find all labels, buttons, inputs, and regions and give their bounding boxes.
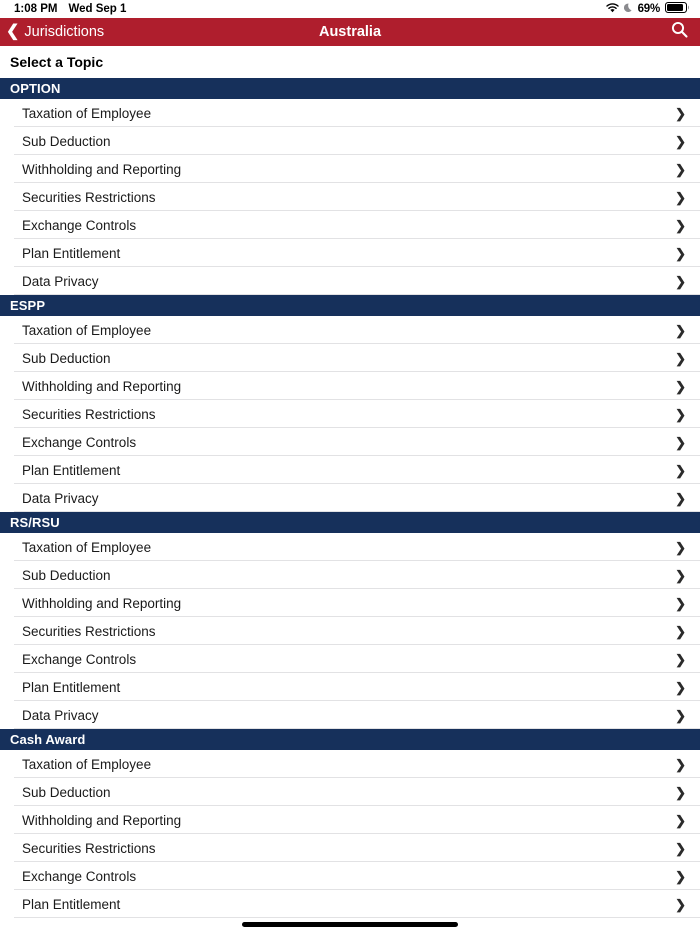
- list-item-label: Withholding and Reporting: [22, 161, 182, 177]
- list-item[interactable]: [0, 239, 700, 267]
- list-item-label: Exchange Controls: [22, 651, 137, 667]
- chevron-right-icon: ❯: [675, 217, 686, 233]
- home-indicator: [242, 922, 458, 927]
- page-title-navbar: Australia: [318, 24, 382, 40]
- list-item[interactable]: [0, 99, 700, 127]
- navigation-bar: [0, 18, 700, 46]
- list-item-label: Exchange Controls: [22, 217, 137, 233]
- list-item-label: Plan Entitlement: [22, 462, 121, 478]
- section-header: ESPP: [0, 295, 700, 316]
- list-item[interactable]: [0, 778, 700, 806]
- status-bar-left: [14, 3, 126, 15]
- list-item-label: Data Privacy: [22, 490, 99, 506]
- list-item[interactable]: [0, 750, 700, 778]
- list-item[interactable]: [0, 862, 700, 890]
- list-item[interactable]: [0, 211, 700, 239]
- list-item[interactable]: [0, 673, 700, 701]
- battery-icon: [665, 2, 690, 16]
- list-item[interactable]: [0, 701, 700, 729]
- list-item-label: Sub Deduction: [22, 133, 111, 149]
- chevron-right-icon: ❯: [675, 322, 686, 338]
- list-item-label: Sub Deduction: [22, 784, 111, 800]
- list-item-label: Plan Entitlement: [22, 896, 121, 912]
- chevron-right-icon: ❯: [675, 434, 686, 450]
- section-header: RS/RSU: [0, 512, 700, 533]
- list-item[interactable]: [0, 561, 700, 589]
- list-item-label: Sub Deduction: [22, 567, 111, 583]
- select-a-topic-heading: Select a Topic: [0, 46, 700, 78]
- section-header: OPTION: [0, 78, 700, 99]
- back-button[interactable]: [6, 24, 104, 40]
- chevron-right-icon: ❯: [675, 623, 686, 639]
- list-item[interactable]: [0, 428, 700, 456]
- chevron-left-icon: ❮: [6, 22, 20, 40]
- status-time: 1:08 PM: [14, 3, 58, 15]
- chevron-right-icon: ❯: [675, 868, 686, 884]
- section-header: Cash Award: [0, 729, 700, 750]
- status-bar-right: [606, 2, 690, 16]
- chevron-right-icon: ❯: [675, 378, 686, 394]
- chevron-right-icon: ❯: [675, 651, 686, 667]
- chevron-right-icon: ❯: [675, 896, 686, 912]
- status-date: Wed Sep 1: [68, 3, 127, 15]
- list-item[interactable]: [0, 372, 700, 400]
- chevron-right-icon: ❯: [675, 406, 686, 422]
- list-item[interactable]: [0, 400, 700, 428]
- list-item-label: Taxation of Employee: [22, 756, 152, 772]
- list-item[interactable]: [0, 890, 700, 918]
- list-item-label: Withholding and Reporting: [22, 812, 182, 828]
- list-item[interactable]: [0, 834, 700, 862]
- chevron-right-icon: ❯: [675, 840, 686, 856]
- list-item-label: Plan Entitlement: [22, 679, 121, 695]
- chevron-right-icon: ❯: [675, 595, 686, 611]
- chevron-right-icon: ❯: [675, 273, 686, 289]
- chevron-right-icon: ❯: [675, 490, 686, 506]
- chevron-right-icon: ❯: [675, 539, 686, 555]
- list-item-label: Securities Restrictions: [22, 189, 156, 205]
- list-item[interactable]: [0, 645, 700, 673]
- topic-list-container[interactable]: [0, 46, 700, 934]
- list-item-label: Sub Deduction: [22, 350, 111, 366]
- chevron-right-icon: ❯: [675, 784, 686, 800]
- chevron-right-icon: ❯: [675, 756, 686, 772]
- search-button[interactable]: [669, 19, 690, 45]
- list-item[interactable]: [0, 589, 700, 617]
- chevron-right-icon: ❯: [675, 462, 686, 478]
- list-item[interactable]: [0, 127, 700, 155]
- list-item-label: Securities Restrictions: [22, 840, 156, 856]
- back-button-label: Jurisdictions: [24, 24, 105, 40]
- list-item[interactable]: [0, 617, 700, 645]
- list-item[interactable]: [0, 484, 700, 512]
- list-item-label: Taxation of Employee: [22, 539, 152, 555]
- chevron-right-icon: ❯: [675, 161, 686, 177]
- search-icon: [671, 21, 688, 43]
- list-item-label: Data Privacy: [22, 273, 99, 289]
- list-item-label: Exchange Controls: [22, 868, 137, 884]
- list-item[interactable]: [0, 456, 700, 484]
- list-item[interactable]: [0, 155, 700, 183]
- list-item-label: Withholding and Reporting: [22, 595, 182, 611]
- battery-percentage: 69%: [637, 3, 660, 15]
- chevron-right-icon: ❯: [675, 245, 686, 261]
- chevron-right-icon: ❯: [675, 189, 686, 205]
- list-item-label: Securities Restrictions: [22, 623, 156, 639]
- list-item[interactable]: [0, 267, 700, 295]
- list-item-label: Exchange Controls: [22, 434, 137, 450]
- list-item[interactable]: [0, 183, 700, 211]
- wifi-icon: [606, 3, 619, 16]
- list-item-label: Securities Restrictions: [22, 406, 156, 422]
- list-item-label: Plan Entitlement: [22, 245, 121, 261]
- crescent-moon-icon: [624, 3, 633, 16]
- chevron-right-icon: ❯: [675, 707, 686, 723]
- chevron-right-icon: ❯: [675, 105, 686, 121]
- chevron-right-icon: ❯: [675, 679, 686, 695]
- topic-sections: [0, 78, 700, 918]
- list-item-label: Withholding and Reporting: [22, 378, 182, 394]
- status-bar: [0, 0, 700, 18]
- chevron-right-icon: ❯: [675, 567, 686, 583]
- list-item[interactable]: [0, 806, 700, 834]
- chevron-right-icon: ❯: [675, 350, 686, 366]
- list-item[interactable]: [0, 533, 700, 561]
- list-item[interactable]: [0, 344, 700, 372]
- list-item-label: Taxation of Employee: [22, 105, 152, 121]
- list-item[interactable]: [0, 316, 700, 344]
- list-item-label: Taxation of Employee: [22, 322, 152, 338]
- chevron-right-icon: ❯: [675, 133, 686, 149]
- list-item-label: Data Privacy: [22, 707, 99, 723]
- chevron-right-icon: ❯: [675, 812, 686, 828]
